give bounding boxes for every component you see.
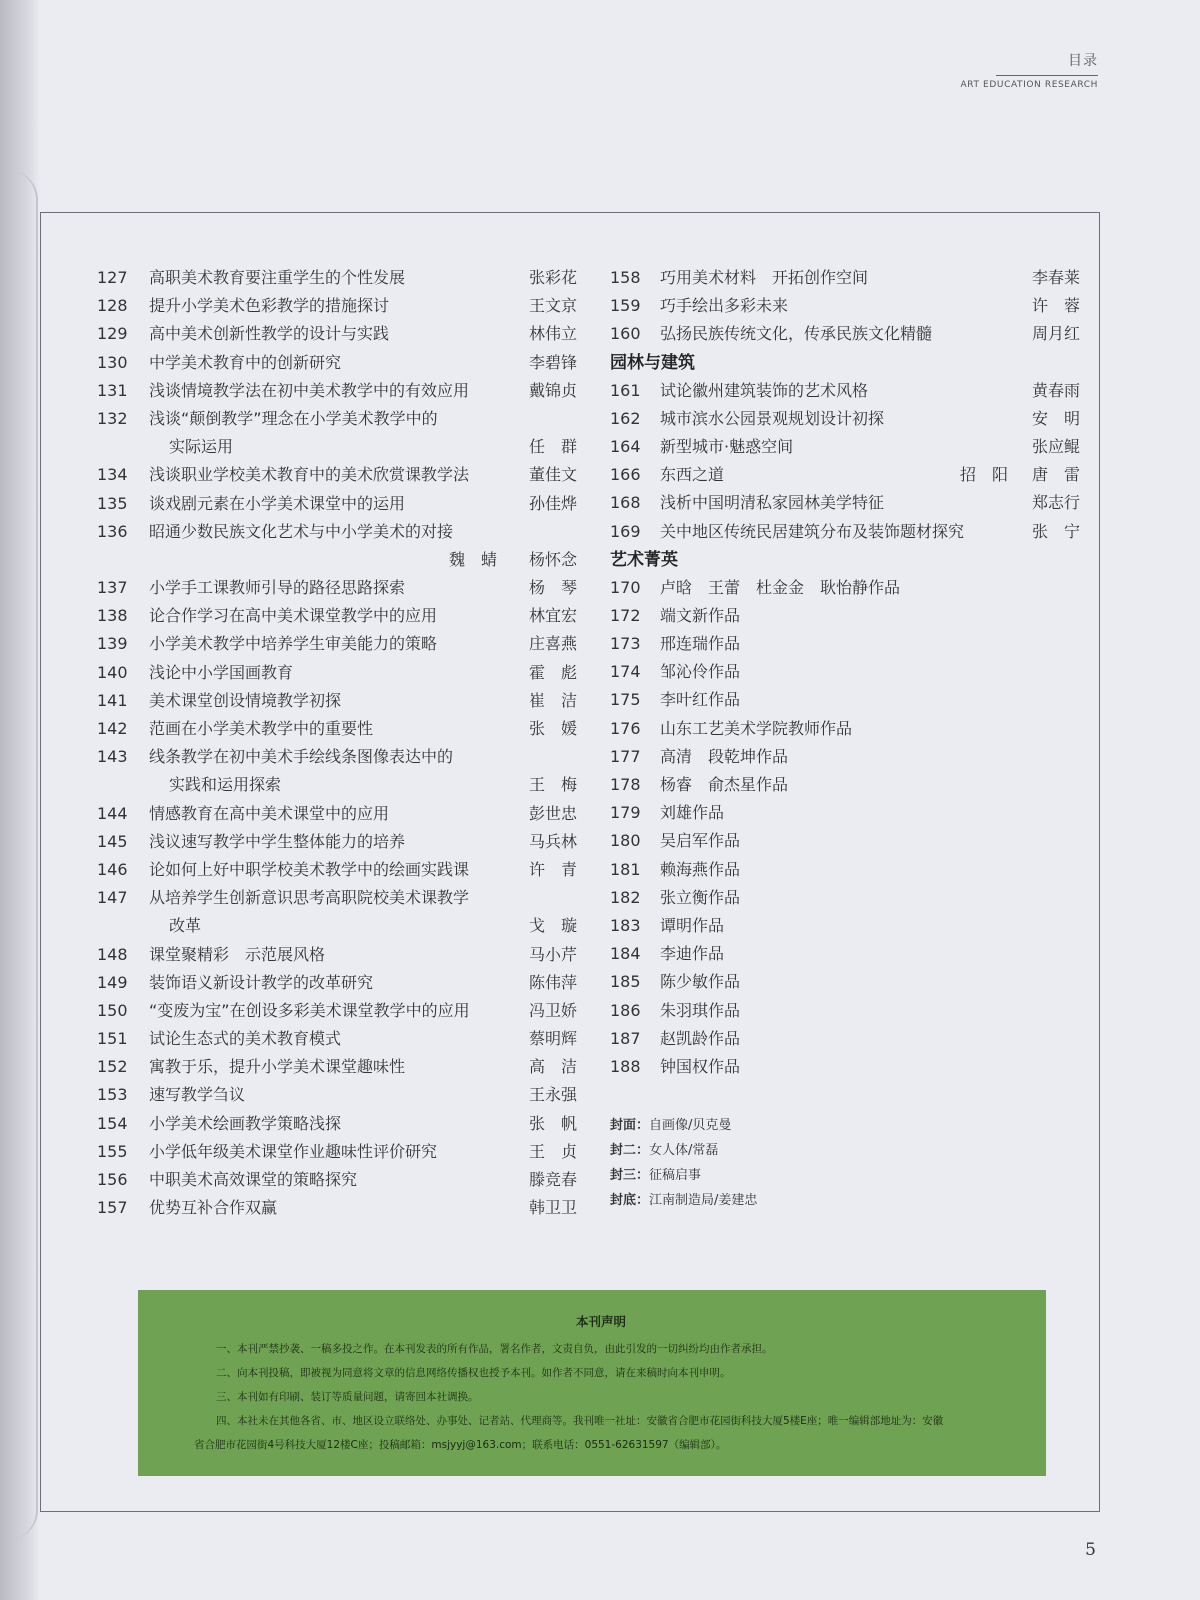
notice-line: 一、本刊严禁抄袭、一稿多投之作。在本刊发表的所有作品，署名作者，文责自负，由此引发的一切纠纷均由作者承担。 bbox=[216, 1343, 773, 1355]
entry-title: 吴启军作品 bbox=[660, 831, 741, 851]
entry-title: 寓教于乐，提升小学美术课堂趣味性 bbox=[149, 1057, 406, 1077]
entry-title: “变废为宝”在创设多彩美术课堂教学中的应用 bbox=[149, 1000, 470, 1020]
entry-page-number: 184 bbox=[610, 944, 641, 964]
toc-entry bbox=[97, 715, 577, 743]
entry-page-number: 128 bbox=[97, 296, 128, 316]
entry-author: 安 明 bbox=[1031, 408, 1080, 428]
toc-entry bbox=[97, 602, 577, 630]
entry-title: 课堂聚精彩 示范展风格 bbox=[149, 944, 326, 964]
entry-page-number: 142 bbox=[97, 719, 128, 738]
toc-right-entries bbox=[610, 264, 1080, 1081]
toc-entry bbox=[610, 715, 1080, 743]
entry-title: 高中美术创新性教学的设计与实践 bbox=[149, 324, 390, 344]
entry-page-number: 175 bbox=[610, 690, 641, 710]
entry-title: 朱羽琪作品 bbox=[660, 1000, 741, 1020]
toc-entry bbox=[610, 968, 1080, 996]
toc-entry bbox=[610, 940, 1080, 968]
toc-left-column bbox=[97, 264, 577, 1222]
entry-author: 董佳文 bbox=[528, 465, 577, 485]
toc-entry bbox=[610, 912, 1080, 940]
entry-title: 刘雄作品 bbox=[660, 803, 725, 823]
entry-author: 杨 琴 bbox=[528, 578, 577, 598]
entry-author: 任 群 bbox=[528, 437, 577, 457]
toc-entry bbox=[610, 602, 1080, 630]
cover-note-text: 征稿启事 bbox=[649, 1168, 702, 1184]
toc-entry bbox=[610, 433, 1080, 461]
entry-title: 巧手绘出多彩未来 bbox=[660, 296, 789, 316]
toc-entry bbox=[97, 1053, 577, 1081]
toc-entry bbox=[610, 1053, 1080, 1081]
entry-author: 戴锦贞 bbox=[528, 380, 577, 400]
entry-author: 高 洁 bbox=[528, 1057, 577, 1077]
entry-page-number: 185 bbox=[610, 972, 641, 992]
toc-entry bbox=[97, 912, 577, 940]
entry-page-number: 135 bbox=[97, 493, 128, 513]
entry-title: 浅谈情境教学法在初中美术教学中的有效应用 bbox=[149, 380, 470, 400]
toc-entry bbox=[610, 461, 1080, 489]
toc-entry bbox=[610, 799, 1080, 827]
entry-author: 周月红 bbox=[1031, 324, 1080, 344]
toc-entry bbox=[610, 377, 1080, 405]
cover-note-label: 封底： bbox=[610, 1193, 650, 1209]
entry-title: 优势互补合作双赢 bbox=[149, 1198, 278, 1218]
entry-author: 许 青 bbox=[528, 859, 577, 879]
toc-entry bbox=[97, 630, 577, 658]
entry-page-number: 180 bbox=[610, 831, 641, 851]
entry-author: 林伟立 bbox=[528, 324, 577, 344]
toc-entry bbox=[97, 490, 577, 518]
entry-title: 高清 段乾坤作品 bbox=[660, 746, 789, 766]
toc-entry bbox=[610, 884, 1080, 912]
previous-page-edge bbox=[0, 170, 38, 1540]
entry-page-number: 130 bbox=[97, 352, 128, 372]
notice-line: 三、本刊如有印刷、装订等质量问题，请寄回本社调换。 bbox=[216, 1391, 479, 1403]
entry-page-number: 159 bbox=[610, 296, 641, 316]
entry-title: 中职美术高效课堂的策略探究 bbox=[149, 1170, 358, 1189]
toc-entry bbox=[97, 1138, 577, 1166]
entry-page-number: 178 bbox=[610, 775, 641, 794]
entry-page-number: 162 bbox=[610, 408, 641, 428]
notice-box bbox=[138, 1290, 1046, 1476]
entry-page-number: 154 bbox=[97, 1113, 128, 1133]
toc-entry bbox=[610, 743, 1080, 771]
entry-page-number: 177 bbox=[610, 746, 641, 766]
notice-line: 省合肥市花园街4号科技大厦12楼C座；投稿邮箱：msjyyj@163.com；联系电话：0551-62631597（编辑部）。 bbox=[194, 1439, 727, 1451]
entry-page-number: 134 bbox=[97, 465, 128, 485]
cover-note-label: 封二： bbox=[610, 1143, 650, 1159]
entry-author: 林宜宏 bbox=[528, 606, 577, 626]
entry-page-number: 164 bbox=[610, 436, 641, 456]
toc-entry bbox=[97, 433, 577, 461]
toc-entry bbox=[97, 997, 577, 1025]
toc-entry bbox=[97, 518, 577, 546]
toc-entry bbox=[97, 574, 577, 602]
entry-page-number: 158 bbox=[610, 268, 641, 287]
entry-title: 范画在小学美术教学中的重要性 bbox=[149, 719, 374, 738]
entry-page-number: 150 bbox=[97, 1000, 128, 1020]
toc-entry bbox=[610, 1025, 1080, 1053]
entry-author: 崔 洁 bbox=[528, 690, 577, 710]
toc-entry bbox=[97, 461, 577, 489]
entry-page-number: 137 bbox=[97, 578, 128, 598]
entry-page-number: 170 bbox=[610, 577, 641, 597]
entry-page-number: 151 bbox=[97, 1029, 128, 1049]
toc-right-column bbox=[610, 264, 1080, 1213]
entry-title: 邢连瑞作品 bbox=[660, 634, 741, 654]
toc-entry bbox=[97, 546, 577, 574]
cover-note-text: 江南制造局/姜建忠 bbox=[649, 1193, 758, 1209]
entry-author: 冯卫娇 bbox=[528, 1000, 577, 1020]
toc-entry bbox=[97, 1025, 577, 1053]
entry-title: 试论生态式的美术教育模式 bbox=[149, 1029, 342, 1049]
entry-title: 钟国权作品 bbox=[660, 1056, 741, 1076]
entry-title: 提升小学美术色彩教学的措施探讨 bbox=[149, 296, 390, 316]
entry-title: 中学美术教育中的创新研究 bbox=[149, 352, 342, 372]
entry-page-number: 188 bbox=[610, 1056, 641, 1076]
entry-title: 小学手工课教师引导的路径思路探索 bbox=[149, 578, 406, 598]
entry-title: 小学美术教学中培养学生审美能力的策略 bbox=[149, 634, 438, 654]
toc-entry bbox=[610, 405, 1080, 433]
entry-page-number: 141 bbox=[97, 690, 128, 710]
entry-page-number: 186 bbox=[610, 1000, 641, 1020]
entry-page-number: 149 bbox=[97, 972, 128, 992]
toc-entry bbox=[97, 771, 577, 799]
entry-title: 浅论中小学国画教育 bbox=[149, 662, 294, 682]
entry-title-continued: 实践和运用探索 bbox=[169, 775, 282, 795]
toc-entry bbox=[610, 771, 1080, 799]
entry-author: 陈伟萍 bbox=[528, 972, 577, 992]
toc-entry bbox=[97, 800, 577, 828]
entry-page-number: 146 bbox=[97, 859, 128, 879]
entry-title: 巧用美术材料 开拓创作空间 bbox=[660, 268, 869, 287]
toc-entry bbox=[97, 1081, 577, 1109]
entry-title: 谭明作品 bbox=[660, 915, 725, 935]
entry-page-number: 157 bbox=[97, 1198, 128, 1218]
entry-author: 张 帆 bbox=[528, 1113, 577, 1133]
entry-author: 庄喜燕 bbox=[528, 634, 577, 654]
entry-author: 李春莱 bbox=[1031, 268, 1080, 287]
entry-page-number: 152 bbox=[97, 1057, 128, 1077]
entry-title: 小学低年级美术课堂作业趣味性评价研究 bbox=[149, 1141, 438, 1161]
toc-entry bbox=[610, 320, 1080, 348]
entry-page-number: 143 bbox=[97, 747, 128, 767]
entry-title: 赵凯龄作品 bbox=[660, 1028, 741, 1048]
entry-title-continued: 实际运用 bbox=[169, 437, 234, 457]
cover-note bbox=[610, 1163, 1080, 1188]
entry-page-number: 129 bbox=[97, 324, 128, 344]
entry-page-number: 187 bbox=[610, 1028, 641, 1048]
toc-entry bbox=[610, 997, 1080, 1025]
entry-author: 戈 璇 bbox=[528, 916, 577, 936]
toc-entry bbox=[97, 292, 577, 320]
toc-entry bbox=[97, 405, 577, 433]
entry-author: 唐 雷 bbox=[1031, 465, 1080, 485]
entry-title-continued: 改革 bbox=[169, 916, 202, 936]
entry-author: 张应鲲 bbox=[1031, 436, 1080, 456]
toc-entry bbox=[97, 264, 577, 292]
entry-page-number: 160 bbox=[610, 324, 641, 344]
entry-title: 杨睿 俞杰星作品 bbox=[660, 775, 789, 794]
entry-author: 马小芹 bbox=[528, 944, 577, 964]
toc-entry bbox=[610, 827, 1080, 855]
section-heading: 艺术菁英 bbox=[610, 549, 678, 570]
entry-page-number: 161 bbox=[610, 380, 641, 400]
entry-author: 王 贞 bbox=[528, 1141, 577, 1161]
entry-author: 蔡明辉 bbox=[528, 1029, 577, 1049]
entry-author: 彭世忠 bbox=[528, 803, 577, 823]
entry-title: 端文新作品 bbox=[660, 605, 741, 625]
entry-page-number: 127 bbox=[97, 268, 128, 287]
entry-page-number: 183 bbox=[610, 915, 641, 935]
cover-note-label: 封三： bbox=[610, 1168, 650, 1184]
entry-page-number: 144 bbox=[97, 803, 128, 823]
toc-entry bbox=[97, 687, 577, 715]
toc-entry bbox=[610, 630, 1080, 658]
entry-page-number: 155 bbox=[97, 1141, 128, 1161]
toc-entry bbox=[610, 489, 1080, 517]
entry-page-number: 153 bbox=[97, 1085, 128, 1105]
header-rule bbox=[996, 75, 1098, 76]
entry-title: 陈少敏作品 bbox=[660, 972, 741, 992]
entry-page-number: 132 bbox=[97, 408, 128, 428]
entry-author: 许 蓉 bbox=[1031, 296, 1080, 316]
entry-title: 赖海燕作品 bbox=[660, 859, 741, 879]
entry-author: 杨怀念 bbox=[528, 549, 577, 569]
entry-title: 卢晗 王蕾 杜金金 耿怡静作品 bbox=[660, 577, 901, 597]
entry-title: 李叶红作品 bbox=[660, 690, 741, 710]
entry-title: 关中地区传统民居建筑分布及装饰题材探究 bbox=[660, 521, 965, 541]
entry-title: 高职美术教育要注重学生的个性发展 bbox=[149, 268, 406, 287]
entry-title: 装饰语义新设计教学的改革研究 bbox=[149, 972, 374, 992]
entry-page-number: 145 bbox=[97, 831, 128, 851]
entry-title: 东西之道 bbox=[660, 465, 725, 485]
entry-page-number: 166 bbox=[610, 465, 641, 485]
entry-author: 黄春雨 bbox=[1031, 380, 1080, 400]
entry-title: 试论徽州建筑装饰的艺术风格 bbox=[660, 380, 869, 400]
entry-author: 韩卫卫 bbox=[528, 1198, 577, 1218]
entry-page-number: 173 bbox=[610, 634, 641, 654]
toc-entry bbox=[97, 969, 577, 997]
cover-note bbox=[610, 1188, 1080, 1213]
entry-title: 美术课堂创设情境教学初探 bbox=[149, 690, 342, 710]
toc-entry bbox=[97, 377, 577, 405]
entry-page-number: 138 bbox=[97, 606, 128, 626]
entry-author: 张彩花 bbox=[528, 268, 577, 287]
toc-entry bbox=[97, 884, 577, 912]
entry-title: 昭通少数民族文化艺术与中小学美术的对接 bbox=[149, 521, 454, 541]
entry-title: 谈戏剧元素在小学美术课堂中的运用 bbox=[149, 493, 406, 513]
entry-title: 小学美术绘画教学策略浅探 bbox=[149, 1113, 342, 1133]
entry-page-number: 176 bbox=[610, 718, 641, 738]
header-title: 目录 bbox=[1068, 53, 1098, 69]
entry-coauthor: 魏 蜻 bbox=[448, 549, 497, 569]
entry-title: 浅议速写教学中学生整体能力的培养 bbox=[149, 831, 406, 851]
toc-entry bbox=[97, 856, 577, 884]
entry-page-number: 174 bbox=[610, 662, 641, 682]
entry-page-number: 181 bbox=[610, 859, 641, 879]
toc-entry bbox=[610, 292, 1080, 320]
entry-page-number: 172 bbox=[610, 605, 641, 625]
entry-page-number: 179 bbox=[610, 803, 641, 823]
entry-title: 山东工艺美术学院教师作品 bbox=[660, 718, 853, 738]
entry-page-number: 156 bbox=[97, 1170, 128, 1189]
toc-entry bbox=[97, 941, 577, 969]
page-header bbox=[961, 50, 1098, 90]
toc-entry bbox=[97, 659, 577, 687]
entry-author: 王永强 bbox=[528, 1085, 577, 1105]
entry-author: 滕竞春 bbox=[528, 1170, 577, 1189]
entry-page-number: 169 bbox=[610, 521, 641, 541]
toc-entry bbox=[610, 574, 1080, 602]
entry-title: 浅析中国明清私家园林美学特征 bbox=[660, 493, 885, 513]
cover-note-text: 自画像/贝克曼 bbox=[649, 1118, 732, 1134]
entry-page-number: 136 bbox=[97, 521, 128, 541]
cover-note bbox=[610, 1113, 1080, 1138]
entry-author: 马兵林 bbox=[528, 831, 577, 851]
entry-page-number: 147 bbox=[97, 888, 128, 908]
toc-entry bbox=[610, 658, 1080, 686]
entry-title: 邹沁伶作品 bbox=[660, 662, 741, 682]
entry-author: 郑志行 bbox=[1031, 493, 1080, 513]
entry-title: 论如何上好中职学校美术教学中的绘画实践课 bbox=[149, 859, 470, 879]
entry-page-number: 182 bbox=[610, 887, 641, 907]
entry-page-number: 139 bbox=[97, 634, 128, 654]
entry-page-number: 168 bbox=[610, 493, 641, 513]
entry-author: 张 宁 bbox=[1031, 521, 1080, 541]
notice-line: 二、向本刊投稿，即被视为同意将文章的信息网络传播权也授予本刊。如作者不同意，请在来稿时向本刊申明。 bbox=[216, 1367, 731, 1379]
toc-entry bbox=[610, 856, 1080, 884]
entry-title: 速写教学刍议 bbox=[149, 1085, 246, 1105]
entry-coauthor: 招 阳 bbox=[959, 465, 1008, 485]
toc-entry bbox=[97, 1194, 577, 1222]
toc-entry bbox=[97, 349, 577, 377]
cover-note-label: 封面： bbox=[610, 1118, 650, 1134]
entry-title: 浅谈职业学校美术教育中的美术欣赏课教学法 bbox=[149, 465, 470, 485]
cover-note bbox=[610, 1138, 1080, 1163]
toc-entry bbox=[610, 518, 1080, 546]
page-number: 5 bbox=[1085, 1540, 1096, 1560]
toc-entry bbox=[97, 1110, 577, 1138]
entry-title: 论合作学习在高中美术课堂教学中的应用 bbox=[149, 606, 438, 626]
toc-entry bbox=[97, 320, 577, 348]
entry-page-number: 140 bbox=[97, 662, 128, 682]
toc-entry bbox=[97, 743, 577, 771]
entry-title: 张立衡作品 bbox=[660, 887, 741, 907]
toc-entry bbox=[97, 828, 577, 856]
entry-page-number: 131 bbox=[97, 380, 128, 400]
entry-title: 线条教学在初中美术手绘线条图像表达中的 bbox=[149, 747, 454, 767]
entry-author: 王文京 bbox=[528, 296, 577, 316]
header-subtitle: ART EDUCATION RESEARCH bbox=[960, 80, 1098, 90]
entry-title: 新型城市·魅惑空间 bbox=[660, 436, 794, 456]
toc-entry bbox=[97, 1166, 577, 1194]
notice-line: 四、本社未在其他各省、市、地区设立联络处、办事处、记者站、代理商等。我刊唯一社址：安徽省合肥市花园街科技大厦5楼E座；唯一编辑部地址为：安徽 bbox=[216, 1415, 944, 1427]
cover-notes bbox=[610, 1113, 1080, 1213]
entry-title: 情感教育在高中美术课堂中的应用 bbox=[149, 803, 390, 823]
section-heading: 园林与建筑 bbox=[610, 352, 695, 373]
entry-page-number: 148 bbox=[97, 944, 128, 964]
entry-author: 张 媛 bbox=[528, 719, 577, 738]
entry-title: 李迪作品 bbox=[660, 944, 725, 964]
entry-author: 王 梅 bbox=[528, 775, 577, 795]
toc-entry bbox=[610, 686, 1080, 714]
notice-title: 本刊声明 bbox=[575, 1314, 626, 1329]
entry-author: 孙佳烨 bbox=[528, 493, 577, 513]
entry-author: 李碧锋 bbox=[528, 352, 577, 372]
cover-note-text: 女人体/常磊 bbox=[649, 1143, 719, 1159]
entry-title: 浅谈“颠倒教学”理念在小学美术教学中的 bbox=[149, 408, 438, 428]
toc-entry bbox=[610, 264, 1080, 292]
entry-title: 城市滨水公园景观规划设计初探 bbox=[660, 408, 885, 428]
entry-title: 从培养学生创新意识思考高职院校美术课教学 bbox=[149, 888, 470, 908]
entry-author: 霍 彪 bbox=[528, 662, 577, 682]
entry-title: 弘扬民族传统文化，传承民族文化精髓 bbox=[660, 324, 933, 344]
